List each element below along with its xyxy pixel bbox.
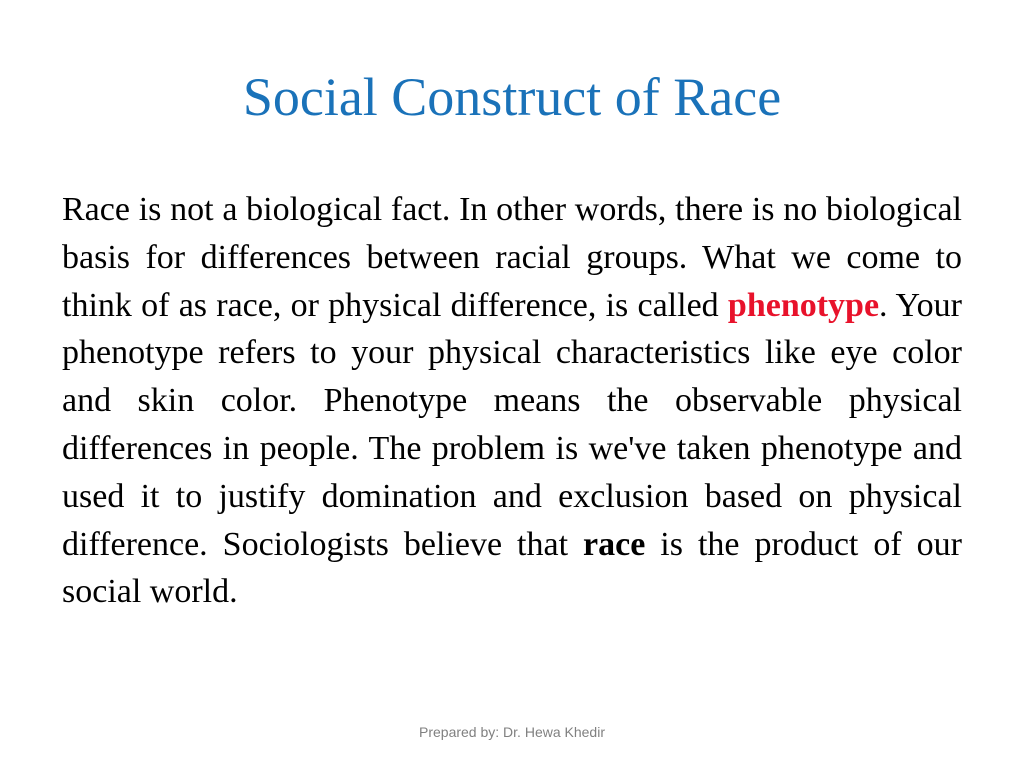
body-paragraph	[62, 186, 962, 616]
term-race: race	[583, 525, 646, 563]
slide-title: Social Construct of Race	[242, 67, 782, 127]
paragraph-part-1: Race is not a biological fact. In other words, there is no biological basis for differences between racial groups. What we come to think of as race, or physical difference, is called	[62, 191, 962, 324]
paragraph-part-2: . Your phenotype refers to your physical characteristics like eye color and skin color. Phenotype means the observable physical differences in people. The problem is we've taken phenotype and used it to justify domination and exclusion based on physical difference. Sociologists believe that	[62, 286, 962, 563]
term-phenotype: phenotype	[727, 286, 880, 324]
paragraph-part-3: is the product of our social world.	[62, 525, 962, 611]
footer-credit: Prepared by: Dr. Hewa Khedir	[419, 724, 605, 740]
